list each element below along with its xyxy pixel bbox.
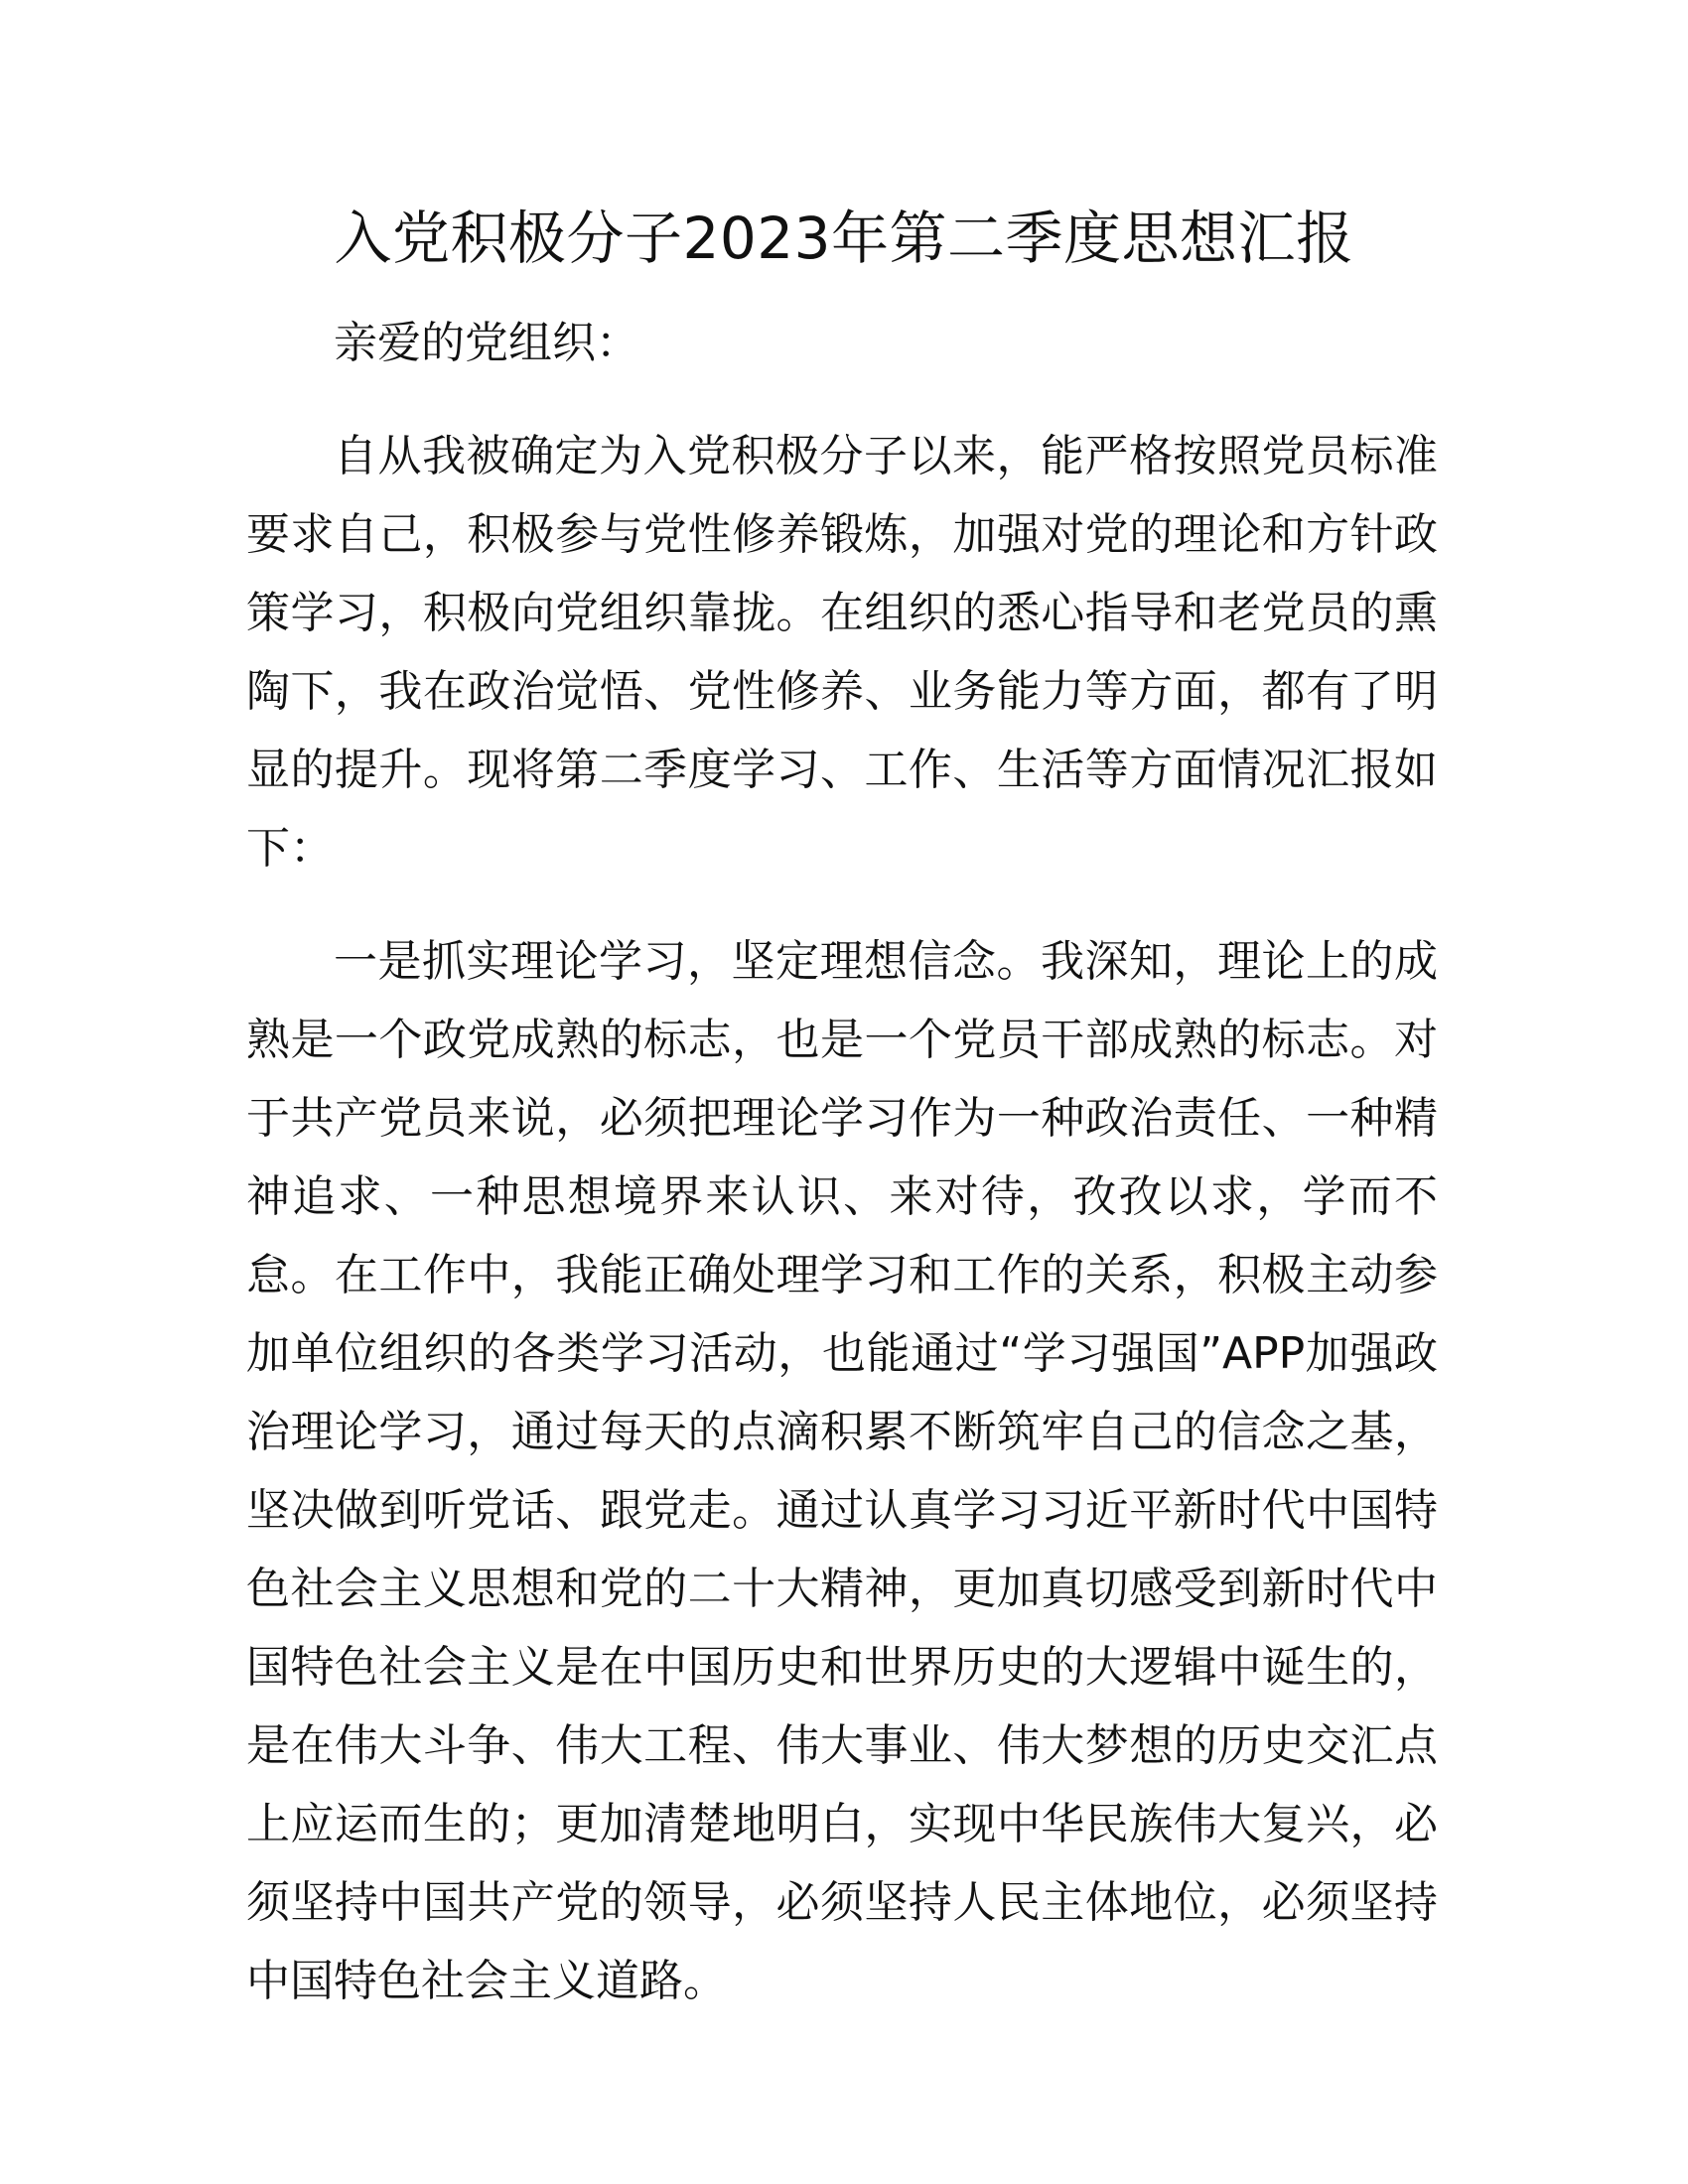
paragraph-intro: 自从我被确定为入党积极分子以来，能严格按照党员标准要求自己，积极参与党性修养锻炼，加强对党的理论和方针政策学习，积极向党组织靠拢。在组织的悉心指导和老党员的熏陶下，我在政治觉悟、党性修养、业务能力等方面，都有了明显的提升。现将第二季度学习、工作、生活等方面情况汇报如下： (246, 431, 1438, 874)
paragraph-theory-study: 一是抓实理论学习，坚定理想信念。我深知，理论上的成熟是一个政党成熟的标志，也是一个党员干部成熟的标志。对于共产党员来说，必须把理论学习作为一种政治责任、一种精神追求、一种思想境界来认识、来对待，孜孜以求，学而不怠。在工作中，我能正确处理学习和工作的关系，积极主动参加单位组织的各类学习活动，也能通过“学习强国”APP加强政治理论学习，通过每天的点滴积累不断筑牢自己的信念之基，坚决做到听党话、跟党走。通过认真学习习近平新时代中国特色社会主义思想和党的二十大精神，更加真切感受到新时代中国特色社会主义是在中国历史和世界历史的大逻辑中诞生的，是在伟大斗争、伟大工程、伟大事业、伟大梦想的历史交汇点上应运而生的；更加清楚地明白，实现中华民族伟大复兴，必须坚持中国共产党的领导，必须坚持人民主体地位，必须坚持中国特色社会主义道路。 (246, 936, 1438, 2006)
salutation: 亲爱的党组织： (334, 318, 639, 368)
document-title: 入党积极分子2023年第二季度思想汇报 (334, 205, 1354, 272)
document-body (246, 304, 1438, 2020)
